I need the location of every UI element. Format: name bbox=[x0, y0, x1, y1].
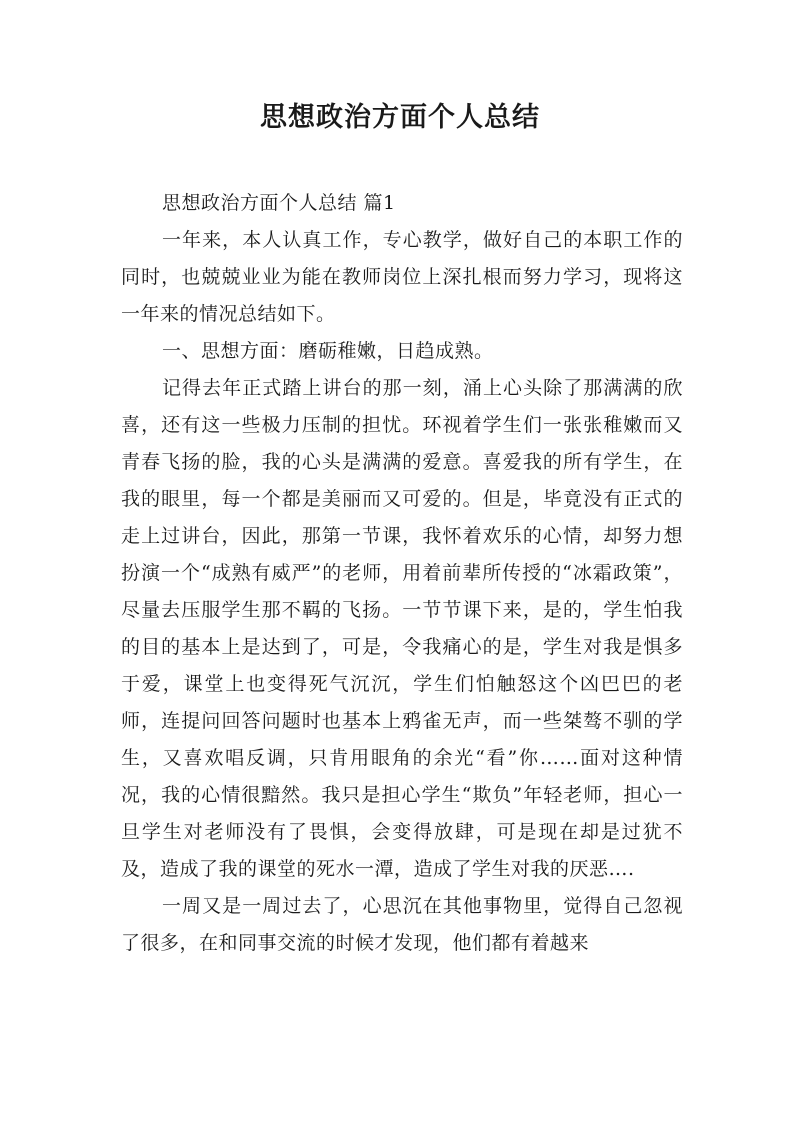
document-title: 思想政治方面个人总结 bbox=[260, 102, 540, 133]
document-body bbox=[121, 185, 683, 962]
paragraph-weeks: 一周又是一周过去了，心思沉在其他事物里，觉得自己忽视了很多，在和同事交流的时候才发现，他们都有着越来 bbox=[121, 895, 683, 954]
paragraph-memory: 记得去年正式踏上讲台的那一刻，涌上心头除了那满满的欣喜，还有这一些极力压制的担忧。环视着学生们一张张稚嫩而又青春飞扬的脸，我的心头是满满的爱意。喜爱我的所有学生，在我的眼里，每一个都是美丽而又可爱的。但是，毕竟没有正式的走上过讲台，因此，那第一节课，我怀着欢乐的心情，却努力想扮演一个“成熟有威严”的老师，用着前辈所传授的“冰霜政策”，尽量去压服学生那不羁的飞扬。一节节课下来，是的，学生怕我的目的基本上是达到了，可是，令我痛心的是，学生对我是惧多于爱，课堂上也变得死气沉沉，学生们怕触怒这个凶巴巴的老师，连提问回答问题时也基本上鸦雀无声，而一些桀骜不驯的学生，又喜欢唱反调，只肯用眼角的余光“看”你……面对这种情况，我的心情很黯然。我只是担心学生“欺负”年轻老师，担心一旦学生对老师没有了畏惧，会变得放肆，可是现在却是过犹不及，造成了我的课堂的死水一潭，造成了学生对我的厌恶…. bbox=[121, 377, 683, 880]
paragraph-intro: 一年来，本人认真工作，专心教学，做好自己的本职工作的同时，也兢兢业业为能在教师岗位上深扎根而努力学习，现将这一年来的情况总结如下。 bbox=[121, 229, 683, 325]
section-heading: 思想政治方面个人总结 篇1 bbox=[162, 192, 396, 214]
subheading-ideology: 一、思想方面：磨砺稚嫩，日趋成熟。 bbox=[162, 340, 494, 362]
